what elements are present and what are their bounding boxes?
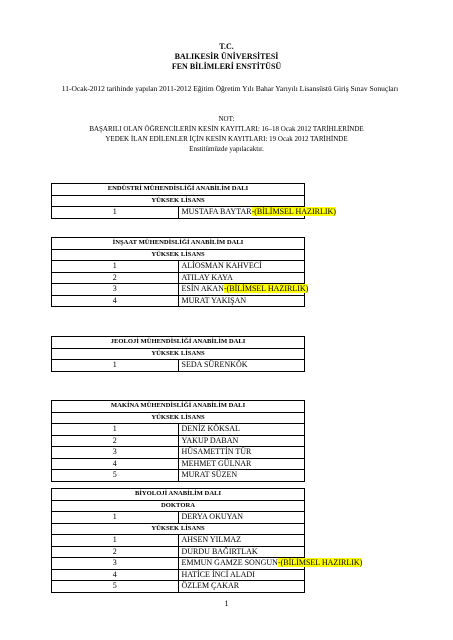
scientific-prep-tag: -(BİLİMSEL HAZIRLIK)	[277, 558, 363, 568]
student-name: HATİCE İNCİ ALADI	[181, 569, 255, 579]
student-name: ÖZLEM ÇAKAR	[181, 581, 240, 591]
student-row	[52, 435, 305, 447]
note-line-1: BAŞARILI OLAN ÖĞRENCİLERİN KESİN KAYITLARI: 16–18 Ocak 2012 TARİHLERİNDE	[89, 125, 364, 133]
student-cell	[178, 447, 305, 459]
program-level-row	[52, 412, 305, 424]
student-name: AHSEN YILMAZ	[181, 535, 241, 545]
student-name: ESİN AKAN	[181, 284, 224, 294]
student-number: 1	[52, 512, 179, 524]
department-name: İNŞAAT MÜHENDİSLİĞİ ANABİLİM DALI	[52, 238, 305, 250]
student-number: 1	[52, 261, 179, 273]
student-cell	[178, 261, 305, 273]
student-number: 1	[52, 360, 179, 372]
student-name: SEDA SÜRENKÖK	[181, 360, 248, 370]
student-number: 5	[52, 581, 179, 593]
student-name: EMMUN GAMZE SONGUN	[181, 558, 278, 568]
student-number: 2	[52, 272, 179, 284]
student-name: MUSTAFA BAYTAR	[181, 207, 252, 217]
department-table	[51, 183, 336, 219]
note-title: NOT:	[218, 115, 235, 123]
intro-text: 11-Ocak-2012 tarihinde yapılan 2011-2012 Eğitim Öğretim Yılı Bahar Yarıyılı Lisansüstü Giriş Sınav Sonuçları	[61, 84, 399, 93]
student-name: HÜSAMETTİN TÜR	[181, 447, 252, 457]
header-line-institute: FEN BİLİMLERİ ENSTİTÜSÜ	[171, 62, 282, 71]
student-row	[52, 272, 305, 284]
student-row	[52, 207, 305, 219]
student-row	[52, 558, 305, 570]
student-number: 4	[52, 458, 179, 470]
student-row	[52, 546, 305, 558]
program-level-row	[52, 500, 305, 512]
program-level-row	[52, 195, 305, 207]
student-number: 3	[52, 284, 179, 296]
student-cell	[178, 272, 305, 284]
student-row	[52, 581, 305, 593]
student-number: 3	[52, 447, 179, 459]
student-cell	[178, 546, 305, 558]
student-row	[52, 569, 305, 581]
program-level: YÜKSEK LİSANS	[52, 523, 305, 535]
student-cell	[178, 569, 305, 581]
department-name-row	[52, 489, 305, 501]
note-line-3: Enstitümüzde yapılacaktır.	[189, 145, 264, 153]
scientific-prep-tag: -(BİLİMSEL HAZIRLIK)	[223, 284, 309, 294]
department-table	[51, 237, 309, 307]
student-cell	[178, 435, 305, 447]
department-name-row	[52, 337, 305, 349]
page-number: 1	[224, 599, 229, 608]
department-table	[51, 336, 305, 372]
student-row	[52, 512, 305, 524]
student-name: ALİOSMAN KAHVECİ	[181, 261, 262, 271]
program-level-row	[52, 249, 305, 261]
student-row	[52, 424, 305, 436]
student-cell	[178, 424, 305, 436]
student-row	[52, 447, 305, 459]
student-cell	[178, 470, 305, 482]
department-name: BİYOLOJİ ANABİLİM DALI	[52, 489, 305, 501]
student-number: 3	[52, 558, 179, 570]
student-name: ATILAY KAYA	[181, 272, 233, 282]
student-name: DENİZ KÖKSAL	[181, 424, 240, 434]
student-cell	[178, 535, 305, 547]
student-row	[52, 261, 305, 273]
program-level: YÜKSEK LİSANS	[52, 412, 305, 424]
department-name-row	[52, 401, 305, 413]
student-cell	[178, 207, 336, 219]
program-level: YÜKSEK LİSANS	[52, 195, 305, 207]
student-name: MEHMET GÜLNAR	[181, 458, 252, 468]
department-name-row	[52, 238, 305, 250]
program-level: YÜKSEK LİSANS	[52, 348, 305, 360]
student-number: 1	[52, 424, 179, 436]
student-name: YAKUP DABAN	[181, 435, 239, 445]
program-level-row	[52, 348, 305, 360]
student-cell	[178, 512, 305, 524]
department-table	[51, 400, 305, 482]
student-row	[52, 284, 305, 296]
department-table	[51, 488, 363, 593]
student-row	[52, 360, 305, 372]
student-number: 2	[52, 435, 179, 447]
student-number: 5	[52, 470, 179, 482]
student-cell	[178, 458, 305, 470]
note-line-2: YEDEK İLAN EDİLENLER İÇİN KESİN KAYITLARI: 19 Ocak 2012 TARİHİNDE	[105, 135, 348, 143]
student-row	[52, 535, 305, 547]
header-line-university: BALIKESİR ÜNİVERSİTESİ	[174, 52, 279, 61]
student-number: 4	[52, 295, 179, 307]
student-number: 4	[52, 569, 179, 581]
student-cell	[178, 284, 309, 296]
student-row	[52, 458, 305, 470]
student-cell	[178, 295, 305, 307]
program-level: YÜKSEK LİSANS	[52, 249, 305, 261]
student-name: MURAT SÜZEN	[181, 470, 238, 480]
student-row	[52, 470, 305, 482]
student-cell	[178, 360, 305, 372]
student-cell	[178, 581, 305, 593]
student-number: 2	[52, 546, 179, 558]
student-name: DURDU BAĞIRTLAK	[181, 546, 258, 556]
program-level: DOKTORA	[52, 500, 305, 512]
department-name: ENDÜSTRİ MÜHENDİSLİĞİ ANABİLİM DALI	[52, 184, 305, 196]
student-name: DERYA OKUYAN	[181, 512, 244, 522]
student-number: 1	[52, 535, 179, 547]
department-name-row	[52, 184, 305, 196]
student-number: 1	[52, 207, 179, 219]
student-name: MURAT YAKIŞAN	[181, 295, 247, 305]
student-row	[52, 295, 305, 307]
header-line-tc: T.C.	[219, 42, 234, 51]
scientific-prep-tag: -(BİLİMSEL HAZIRLIK)	[251, 207, 336, 217]
department-name: MAKİNA MÜHENDİSLİĞİ ANABİLİM DALI	[52, 401, 305, 413]
program-level-row	[52, 523, 305, 535]
department-name: JEOLOJİ MÜHENDİSLİĞİ ANABİLİM DALI	[52, 337, 305, 349]
student-cell	[178, 558, 363, 570]
